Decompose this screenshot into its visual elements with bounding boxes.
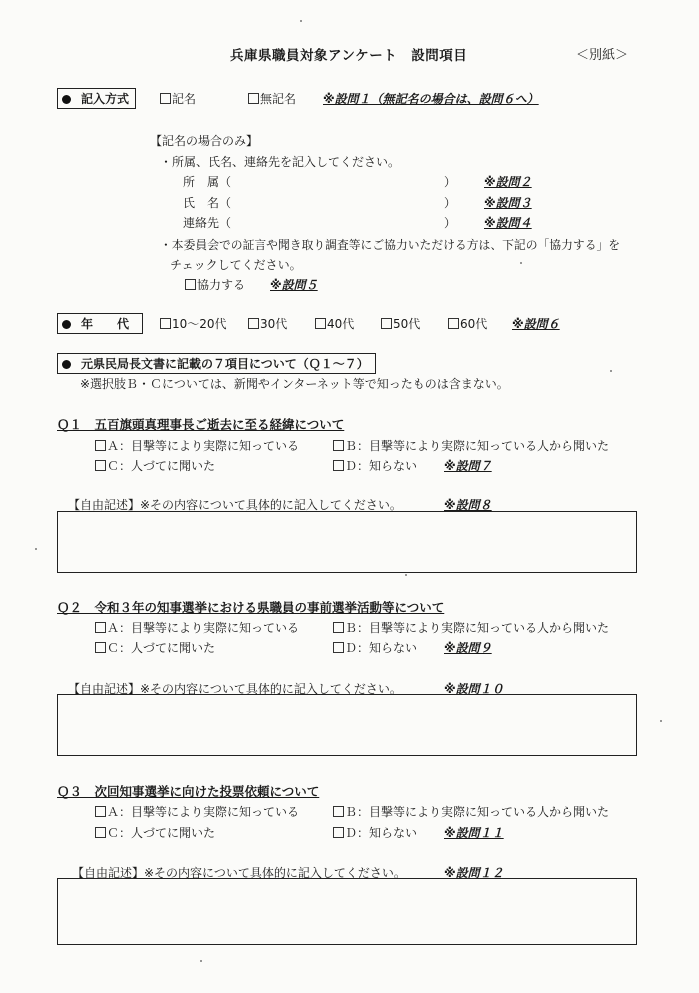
checkbox-named[interactable] [160, 90, 196, 107]
checkbox-cooperate[interactable] [185, 276, 245, 293]
question-ref-3: ※設問３ [484, 196, 532, 210]
field-input-affiliation[interactable] [240, 170, 440, 186]
field-label-affiliation: 所 属（ [183, 175, 232, 189]
scan-speck [200, 960, 202, 962]
question-ref-12: ※設問１２ [444, 866, 504, 880]
seven-items-section [57, 353, 376, 374]
bullet-icon [62, 95, 71, 104]
field-label-name: 氏 名（ [183, 196, 232, 210]
checkbox-age-label: 10～20代 [172, 317, 227, 331]
checkbox-anonymous-label: 無記名 [260, 92, 297, 106]
named-only-instruction: ・所属、氏名、連絡先を記入してください。 [160, 155, 401, 169]
checkbox-q2-d[interactable] [333, 639, 417, 656]
checkbox-q1-d[interactable] [333, 457, 417, 474]
checkbox-q2-b[interactable] [333, 619, 609, 636]
free-text-box-q1[interactable] [57, 511, 637, 573]
field-input-contact[interactable] [240, 211, 440, 227]
question-ref-9: ※設問９ [444, 641, 492, 655]
bullet-icon [62, 360, 71, 369]
entry-method-label: 記入方式 [81, 92, 130, 106]
option-label: Ｂ：目撃等により実際に知っている人から聞いた [345, 439, 610, 453]
free-text-label-q3: 【自由記述】※その内容について具体的に記入してください。 [72, 866, 406, 880]
checkbox-anonymous[interactable] [248, 90, 296, 107]
checkbox-named-label: 記名 [172, 92, 197, 106]
option-label: Ａ：目撃等により実際に知っている [107, 805, 300, 819]
option-label: Ｄ：知らない [345, 826, 418, 840]
option-label: Ｃ：人づてに聞いた [107, 459, 216, 473]
checkbox-age-label: 40代 [327, 317, 355, 331]
option-label: Ｃ：人づてに聞いた [107, 826, 216, 840]
checkbox-cooperate-label: 協力する [197, 278, 246, 292]
checkbox-q1-c[interactable] [95, 457, 215, 474]
free-text-box-q2[interactable] [57, 694, 637, 756]
checkbox-age-50[interactable] [381, 315, 420, 332]
cooperate-instruction-2: チェックしてください。 [170, 258, 302, 272]
question-ref-7: ※設問７ [444, 459, 492, 473]
scan-speck [660, 720, 662, 722]
scan-speck [520, 262, 522, 264]
checkbox-age-label: 30代 [260, 317, 288, 331]
checkbox-age-40[interactable] [315, 315, 354, 332]
entry-method-section [57, 88, 136, 109]
question-1-heading: Ｑ１ 五百旗頭真理事長ご逝去に至る経緯について [57, 417, 345, 432]
question-ref-11: ※設問１１ [444, 826, 504, 840]
page-title: 兵庫県職員対象アンケート 設問項目 [230, 48, 468, 64]
option-label: Ｃ：人づてに聞いた [107, 641, 216, 655]
checkbox-q3-c[interactable] [95, 824, 215, 841]
checkbox-q3-a[interactable] [95, 803, 299, 820]
checkbox-age-label: 50代 [393, 317, 421, 331]
checkbox-q2-c[interactable] [95, 639, 215, 656]
question-ref-4: ※設問４ [484, 216, 532, 230]
option-label: Ａ：目撃等により実際に知っている [107, 439, 300, 453]
checkbox-q1-b[interactable] [333, 437, 609, 454]
checkbox-age-60[interactable] [448, 315, 487, 332]
checkbox-q3-d[interactable] [333, 824, 417, 841]
field-close-contact: ） [444, 216, 457, 230]
seven-items-note: ※選択肢Ｂ・Ｃについては、新聞やインターネット等で知ったものは含まない。 [80, 377, 509, 391]
question-ref-6: ※設問６ [512, 317, 560, 331]
bullet-icon [62, 320, 71, 329]
option-label: Ｄ：知らない [345, 641, 418, 655]
age-label: 年 代 [81, 317, 130, 331]
scan-speck [35, 548, 37, 550]
option-label: Ｄ：知らない [345, 459, 418, 473]
question-3-heading: Ｑ３ 次回知事選挙に向けた投票依頼について [57, 784, 320, 799]
field-close-affiliation: ） [444, 175, 457, 189]
named-only-heading: 【記名の場合のみ】 [150, 134, 259, 148]
question-ref-10: ※設問１０ [444, 682, 504, 696]
free-text-label-q1: 【自由記述】※その内容について具体的に記入してください。 [68, 498, 402, 512]
option-label: Ｂ：目撃等により実際に知っている人から聞いた [345, 805, 610, 819]
field-label-contact: 連絡先（ [183, 216, 232, 230]
seven-items-label: 元県民局長文書に記載の７項目について（Ｑ１～７） [81, 357, 369, 371]
scan-speck [300, 20, 302, 22]
scan-speck [610, 370, 612, 372]
free-text-label-q2: 【自由記述】※その内容について具体的に記入してください。 [68, 682, 402, 696]
question-ref-8: ※設問８ [444, 498, 492, 512]
field-input-name[interactable] [240, 191, 440, 207]
checkbox-age-label: 60代 [460, 317, 488, 331]
free-text-box-q3[interactable] [57, 878, 637, 945]
cooperate-instruction-1: ・本委員会での証言や聞き取り調査等にご協力いただける方は、下記の「協力する」を [160, 238, 621, 252]
checkbox-q1-a[interactable] [95, 437, 299, 454]
question-ref-1: ※設問１（無記名の場合は、設問６へ） [323, 92, 539, 106]
option-label: Ａ：目撃等により実際に知っている [107, 621, 300, 635]
option-label: Ｂ：目撃等により実際に知っている人から聞いた [345, 621, 610, 635]
field-close-name: ） [444, 196, 457, 210]
scan-speck [405, 574, 407, 576]
checkbox-age-30[interactable] [248, 315, 287, 332]
checkbox-q2-a[interactable] [95, 619, 299, 636]
question-2-heading: Ｑ２ 令和３年の知事選挙における県職員の事前選挙活動等について [57, 600, 445, 615]
checkbox-q3-b[interactable] [333, 803, 609, 820]
question-ref-5: ※設問５ [270, 278, 318, 292]
attachment-label: ＜別紙＞ [576, 48, 629, 63]
checkbox-age-10-20[interactable] [160, 315, 227, 332]
age-section [57, 313, 143, 334]
question-ref-2: ※設問２ [484, 175, 532, 189]
